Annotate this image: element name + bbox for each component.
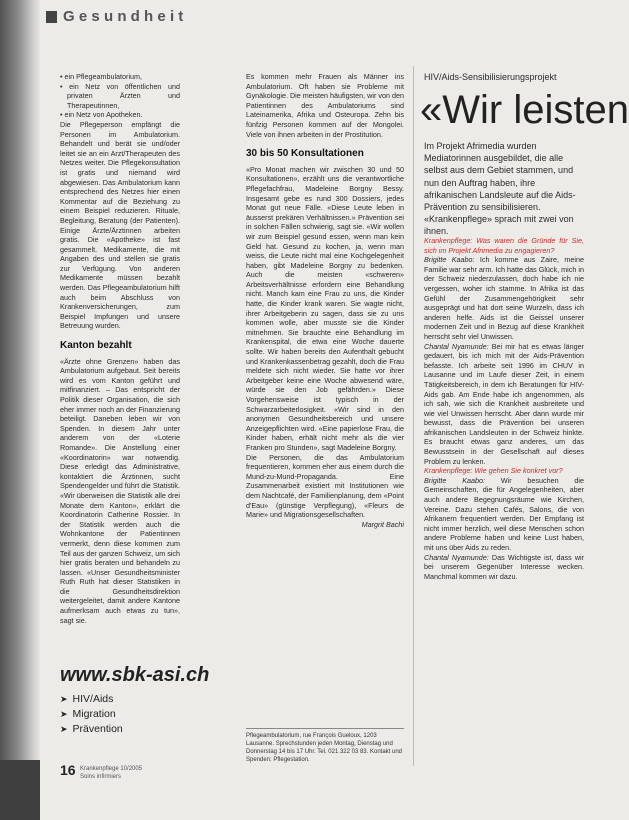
credit-divider (246, 728, 404, 729)
footer-line: Soins infirmiers (80, 774, 122, 780)
publication-footer (80, 765, 142, 781)
page-number: 16 (60, 762, 76, 778)
interview-answer (424, 553, 584, 582)
answer-text: Das Wichtigste ist, dass wir bei unserem Gegenüber Interesse wecken. Manchmal kommen wir dazu. (424, 552, 585, 581)
interview-question: Krankenpflege: Wie gehen Sie konkret vor? (424, 466, 563, 476)
website-link[interactable]: www.sbk-asi.ch (60, 664, 210, 686)
answer-text: Ich komme aus Zaire, meine Familie war sehr arm. Ich hatte das Glück, mich in der Schweiz niederzulassen, doch habe ich nie vergessen, woher ich stamme. In Afrika ist das Gefühl der Zusammengehörigkeit sehr ausgeprägt und hat dort seine Wurzeln, dass ich anderen helfe. Aids ist die Geissel unserer modernen Zeit und in Bezug auf diese Krankheit herrscht sehr viel Unwissen. (424, 255, 584, 341)
body-paragraph: Die Pflegeperson empfängt die Personen im Ambulatorium. Behandelt und berät sie und/oder leitet sie an ein Arzt/Therapeuten des Netzes weiter. Die Pflegekonsultation ist gratis und niemand wird abgewiesen. Das Ambulatorium kann entsprechend des Netzes hier einen Kommentar auf die Beziehung zu einem Beispiel reduzieren. Rituale, Begleitung, Beratung (der Patienten). Einige Ärzte/Ärztinnen arbeiten gratis. Die «Apotheke» ist fast gesammelt. Medikamente, die mit Angaben des und stellen sie gratis zur Verfügung. Von anderen Medikamente müssen bezahlt werden. Das Pflegeambulatorium hilft auch beim Abschluss von Krankenversicherungen, zum Beispiel Impfungen und unsere Betreuung wurden. (60, 119, 180, 331)
section-title: Gesundheit (63, 8, 188, 25)
speaker-name: Brigitte Kaabo: (424, 255, 475, 265)
subheading-konsultationen: 30 bis 50 Konsultationen (246, 148, 364, 160)
column-divider (413, 66, 414, 766)
body-paragraph: Die Personen, die das Ambulatorium frequentieren, kommen eher aus einem durch die Mund-zu-Mund-Propaganda. Eine Zusammenarbeit existiert mit Institutionen wie dem Nachtcafé, der Familienplanung, dem «Point d'Eau» (günstige Verpflegung), «Fleurs de Marie» und Migrationsgesellschaften. (246, 452, 404, 520)
arrow-right-icon: ➤ (60, 694, 68, 704)
page-spine-dark-corner (0, 760, 40, 820)
footer-line: Krankenpflege 10/2005 (80, 766, 143, 772)
topic-link-migration[interactable]: ➤ Migration (60, 708, 116, 720)
speaker-name: Chantal Nyamunde: (424, 552, 489, 562)
speaker-name: Brigitte Kaabo: (424, 475, 485, 485)
article-lead: Im Projekt Afrimedia wurden Mediatorinnen ausgebildet, die alle selbst aus dem Gebiet stammen, und nun den Auftrag haben, ihre afrikanischen Landsleute auf die Aids-Prävention zu sensibilisieren. «Krankenpflege» sprach mit zwei von ihnen. (424, 141, 576, 237)
services-list-item: • ein Pflegeambulatorium, (60, 72, 180, 82)
arrow-right-icon: ➤ (60, 724, 68, 734)
page-spine-shadow (0, 0, 40, 820)
topic-links (60, 692, 123, 737)
interview-answer (424, 476, 584, 553)
interview-question: Krankenpflege: Was waren die Gründe für Sie, sich im Projekt Afrimedia zu engagieren? (424, 236, 584, 255)
section-square-icon (46, 11, 57, 23)
arrow-right-icon: ➤ (60, 709, 68, 719)
article-column-1 (60, 72, 180, 625)
interview-answer (424, 342, 584, 467)
contact-credit: Pflegeambulatorium, rue François Gueloux, 1203 Lausanne. Sprechstunden jeden Montag, Dienstag und Donnerstag 14 bis 17 Uhr. Tel. 021 322 03 83. Kontakt und Spenden: Pflegestation. (246, 733, 402, 763)
topic-link-praevention[interactable]: ➤ Prävention (60, 723, 123, 735)
interview-column (424, 236, 584, 581)
body-paragraph: Es kommen mehr Frauen als Männer ins Ambulatorium. Oft haben sie Probleme mit Gynäkologie. Die meisten häufigsten, wir von den Patientinnen des Ambulatoriums sind Lateinamerika, Afrika und Osteuropa. Zehn bis fünfzig Personen kommen auf der Mongolei. Viele von ihnen arbeiten in der Prostitution. (246, 72, 404, 139)
services-list (60, 72, 180, 120)
article-column-2 (246, 72, 404, 529)
services-list-item: • ein Netz von Apotheken. (60, 110, 180, 120)
services-list-item: • ein Netz von öffentlichen und privaten Ärzten und Therapeutinnen, (60, 82, 180, 111)
answer-text: Wir besuchen die Gemeinschaften, die für Angelegenheiten, aber auch andere Begegnungsräume wie Kirchen, Vereine. Dazu stehen Cafés, Salons, die von Afrikanern frequentiert werden. Der Empfang ist nicht immer herzlich, weil diese Menschen schon andere Probleme haben und keine Lust haben, mit uns über Aids zu reden. (424, 475, 584, 552)
body-paragraph: «Ärzte ohne Grenzen» haben das Ambulatorium aufgebaut. Seit bereits wird es vom Kanton geführt und mitfinanziert. – Das entspricht der Politik dieser Organisation, die sich eher immer noch an der Finanzierung beteiligt. Daneben leben wir von Spenden. In diesem Jahr unter anderem von der «Loterie Romande». Die Anstellung einer «Koordinatorin» war notwendig. Diese erledigt das Administrative, kontaktiert die Ärztinnen, sucht Spendengelder und führt die Statistik. «Wir überweisen die Statistik alle drei Monate dem Kanton», erklärt die Koordinatorin Catherine Rossier. In der Statistik werden auch die Wohnkantone der Patientinnen vermerkt, denn diese kommen zum Teil aus der ganzen Schweiz, um sich hier gratis beraten und behandeln zu lassen. «Unser Gesundheitsminister Ruth Ruth hat dieser Statistiken in die Gesundheitsdirektion weitergeleitet, damit andere Kantone aufmerksam auch etwas zu tun», sagt sie. (60, 356, 180, 625)
article-kicker: HIV/Aids-Sensibilisierungsprojekt (424, 72, 557, 82)
body-paragraph: «Pro Monat machen wir zwischen 30 und 50 Konsultationen», erzählt uns die verantwortliche Pflegefachfrau, Madeleine Borgny Bessy. Insgesamt gebe es rund 300 Dossiers, jedes Monat gut neue Fälle. «Diese Leute leben in äusserst prekären Verhältnissen.» Prävention sei in solchen Fällen schwierig, sagt sie. «Wir wollen wir zum Beispiel gesund essen, wenn man kein Geld hat. Gesund zu kochen, ja, wenn man weiss, die Leute nicht mal eine Kochgelegenheit haben, gibt Madeleine Borgny zu bedenken. Auch die meisten «schweren» Arbeitsverhältnisse erfordern eine Behandlung nicht. Manch kam eine Frau zu uns, die Kinder hatte, die Kinder krank waren. Sie wagte nicht, ihrer Arbeitgeberin zu sagen, dass sie zu uns kommen wolle, aber musste sie die Kinder mitnehmen. Sie brauchte eine Behandlung im Krankenspital, die etwa eine Woche dauerte sollte. Wir haben bereits den Aufenthalt gebucht und Krankenkassenbetrag gezahlt, doch die Frau meldete sich nicht wieder. Sie hatte vor ihrer Arbeitgeber keine eine Woche abwesend wäre, würde sie den Job gefährden.» Diese Vorgehensweise ist typisch in der Schwarzarbeiterlosigkeit. «Wir sind in den anonymen Gesundheitsbereich und unsere Anzeigepflichten wird. «Eine papierlose Frau, die Kinder haben, erhält nicht mehr als die vier Franken pro Stunden», sagt Madeleine Borgny. (246, 164, 404, 452)
speaker-name: Chantal Nyamunde: (424, 341, 489, 351)
author-signature: Margrit Bachi (361, 519, 404, 529)
answer-text: Bei mir hat es etwas länger gedauert, bis ich mich mit der Aids-Prävention befasste. Ich arbeite seit 1996 im CHUV in Lausanne und im Laufe dieser Zeit, in einem Tätigkeitsbereich, in dem ich Beratungen für HIV-Aids gab. Am Ende habe ich angenommen, als ich sah, wie sich die Krankheit ausbreitete und wie viel Unwissen herrscht. Aber dann wurde mir bewusst, dass die Prävention bei unseren afrikanischen Landsleuten in der Schweiz hinkte. Es braucht etwas ganz anderes, um das Bewusstsein in der Gesellschaft auf dieses Problem zu lenken. (424, 341, 584, 466)
topic-link-hiv[interactable]: ➤ HIV/Aids (60, 693, 114, 705)
interview-answer (424, 255, 584, 341)
article-headline: «Wir leisten (420, 88, 629, 132)
subheading-kanton: Kanton bezahlt (60, 340, 132, 352)
